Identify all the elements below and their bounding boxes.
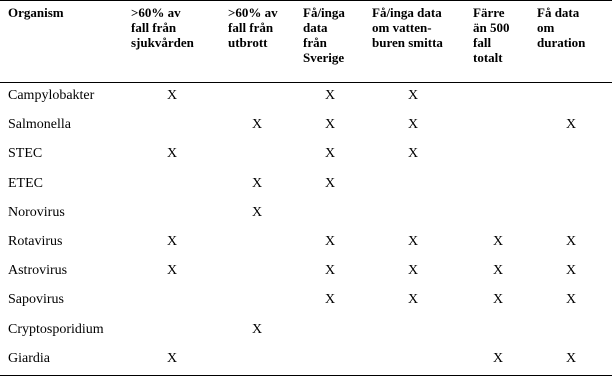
column-header-line: utbrott xyxy=(228,35,268,50)
column-header-line: om xyxy=(537,20,555,35)
column-header-line: än 500 xyxy=(473,20,510,35)
table-row xyxy=(0,205,612,234)
x-mark: X xyxy=(324,263,336,279)
x-mark: X xyxy=(166,88,178,103)
x-mark: X xyxy=(324,88,336,103)
column-header-line: sjukvården xyxy=(131,35,194,50)
x-mark: X xyxy=(492,350,504,366)
column-header-1 xyxy=(131,5,194,50)
column-header-line: Sverige xyxy=(303,50,345,65)
header-rule xyxy=(0,82,612,83)
column-header-6 xyxy=(537,5,585,50)
table-row xyxy=(0,88,612,117)
x-mark: X xyxy=(407,117,419,133)
x-mark: X xyxy=(407,263,419,279)
column-header-line: Få/inga data xyxy=(372,5,442,20)
table-top-rule xyxy=(0,0,612,1)
column-header-line: buren smitta xyxy=(372,35,443,50)
column-header-5 xyxy=(473,5,509,65)
column-header-line: data xyxy=(303,20,328,35)
organism-name: ETEC xyxy=(8,175,43,191)
x-mark: X xyxy=(324,117,336,133)
x-mark: X xyxy=(251,117,263,133)
x-mark: X xyxy=(166,234,178,249)
column-header-line: fall från xyxy=(131,20,177,35)
column-header-line: från xyxy=(303,35,327,50)
column-header-0 xyxy=(8,5,64,20)
organism-name: STEC xyxy=(8,146,43,162)
organism-name: Astrovirus xyxy=(8,263,68,279)
column-header-line: duration xyxy=(537,35,586,50)
x-mark: X xyxy=(565,117,577,133)
column-header-line: Få data xyxy=(537,5,580,20)
column-header-line: om vatten- xyxy=(372,20,432,35)
column-header-line: >60% av xyxy=(131,5,181,20)
x-mark: X xyxy=(565,234,577,249)
organism-name: Salmonella xyxy=(8,117,71,133)
column-header-line: >60% av xyxy=(228,5,278,20)
organism-name: Giardia xyxy=(8,350,50,366)
column-header-2 xyxy=(228,5,278,50)
x-mark: X xyxy=(251,321,263,337)
column-header-line: fall från xyxy=(228,20,274,35)
x-mark: X xyxy=(492,263,504,279)
table-row xyxy=(0,263,612,292)
column-header-3 xyxy=(303,5,345,65)
column-header-line: Organism xyxy=(8,5,64,20)
x-mark: X xyxy=(324,234,336,249)
x-mark: X xyxy=(407,146,419,162)
column-header-line: Färre xyxy=(473,5,505,20)
x-mark: X xyxy=(166,263,178,279)
x-mark: X xyxy=(251,175,263,191)
column-header-line: fall xyxy=(473,35,492,50)
x-mark: X xyxy=(407,88,419,103)
column-header-line: totalt xyxy=(473,50,503,65)
organism-name: Norovirus xyxy=(8,204,65,220)
x-mark: X xyxy=(565,263,577,279)
x-mark: X xyxy=(565,292,577,308)
table-row xyxy=(0,117,612,146)
column-header-line: Få/inga xyxy=(303,5,345,20)
table-row xyxy=(0,176,612,205)
organism-name: Rotavirus xyxy=(8,234,63,249)
x-mark: X xyxy=(324,175,336,191)
x-mark: X xyxy=(166,350,178,366)
table-row xyxy=(0,146,612,175)
x-mark: X xyxy=(407,292,419,308)
table-row xyxy=(0,322,612,351)
table-bottom-rule xyxy=(0,375,612,376)
x-mark: X xyxy=(492,292,504,308)
column-header-4 xyxy=(372,5,443,50)
x-mark: X xyxy=(324,292,336,308)
organism-name: Cryptosporidium xyxy=(8,321,104,337)
table-row xyxy=(0,234,612,263)
x-mark: X xyxy=(166,146,178,162)
x-mark: X xyxy=(565,350,577,366)
organism-name: Campylobakter xyxy=(8,88,95,103)
table-row xyxy=(0,292,612,321)
organism-name: Sapovirus xyxy=(8,292,64,308)
x-mark: X xyxy=(251,204,263,220)
x-mark: X xyxy=(492,234,504,249)
x-mark: X xyxy=(324,146,336,162)
x-mark: X xyxy=(407,234,419,249)
